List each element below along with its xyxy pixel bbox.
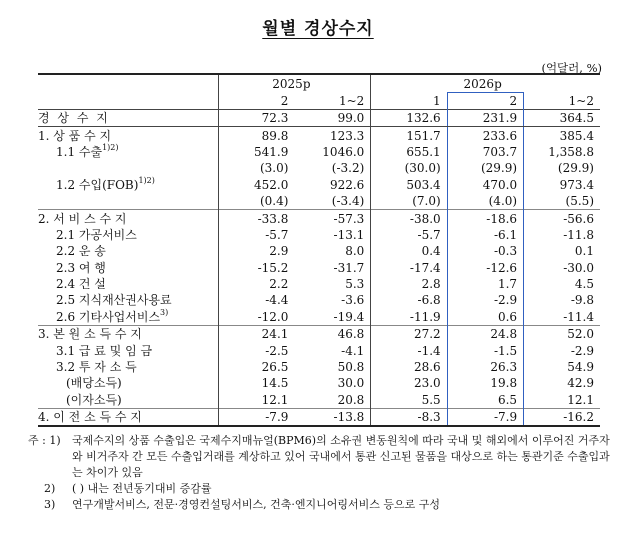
cell-value: -7.9 (447, 409, 523, 427)
row-label: 2.6 기타사업서비스$^{3)}$ (56, 307, 169, 324)
cell-value: -4.1 (341, 343, 365, 358)
table-row (38, 260, 600, 276)
table-row (38, 227, 600, 243)
row-label: 2.3 여 행 (56, 260, 106, 275)
cell-value: -3.6 (341, 293, 365, 308)
cell-value: -6.8 (371, 292, 447, 308)
row-label: 경 상 수 지 (38, 110, 218, 127)
cell-value: 541.9 (218, 144, 294, 160)
row-label: 2.1 가공서비스 (56, 227, 137, 242)
row-label: 3.1 급 료 및 임 금 (56, 343, 153, 358)
cell-value: 452.0 (218, 177, 294, 193)
unit-label: (억달러, %) (541, 61, 602, 75)
table-row (38, 210, 600, 227)
cell-value: -1.4 (371, 342, 447, 358)
table-row (38, 144, 600, 160)
footnote-item: 2) ( ) 내는 전년동기대비 증감률 (44, 481, 616, 497)
cell-value: 46.8 (294, 326, 370, 343)
cell-value: (-3.2) (331, 161, 365, 176)
cell-value: -13.8 (294, 409, 370, 427)
cell-value: 12.1 (218, 392, 294, 409)
row-label: (이자소득) (66, 392, 122, 407)
row-label: 4. 이 전 소 득 수 지 (38, 409, 218, 427)
cell-value: 655.1 (371, 144, 447, 160)
page-title: 월별 경상수지 (262, 19, 374, 39)
cell-value: -15.2 (218, 260, 294, 276)
cell-value: (30.0) (371, 160, 447, 176)
table-row (38, 326, 600, 343)
cell-value: -11.8 (563, 227, 594, 242)
cell-value: -12.0 (218, 309, 294, 326)
cell-value: 385.4 (524, 127, 600, 144)
table-row (38, 110, 600, 127)
cell-value: -6.1 (447, 227, 523, 243)
cell-value: -18.6 (447, 210, 523, 227)
header-col: 1~2 (568, 93, 594, 108)
cell-value: 19.8 (447, 375, 523, 391)
cell-value: 20.8 (337, 392, 365, 407)
table-row (38, 409, 600, 427)
footnote-text: 연구개발서비스, 전문·경영컨설팅서비스, 건축·엔지니어링서비스 등으로 구성 (72, 498, 441, 511)
table-row (38, 160, 600, 176)
table-row (38, 392, 600, 409)
cell-value: 0.1 (574, 244, 594, 259)
cell-value: -31.7 (333, 260, 365, 275)
cell-value: 89.8 (218, 127, 294, 144)
table-body (38, 110, 600, 427)
footnote-text: ( ) 내는 전년동기대비 증감률 (72, 482, 212, 495)
cell-value: -13.1 (333, 227, 365, 242)
cell-value: 24.1 (218, 326, 294, 343)
table-row (38, 276, 600, 292)
row-label: 1.1 수출$^{1)2)}$ (56, 142, 119, 159)
cell-value: 5.5 (371, 392, 447, 409)
cell-value: -8.3 (371, 409, 447, 427)
header-group-2025: 2025p (218, 74, 371, 93)
cell-value: 1046.0 (322, 144, 365, 159)
cell-value: -5.7 (371, 227, 447, 243)
footnote-text: 국제수지의 상품 수출입은 국제수지매뉴얼(BPM6)의 소유권 변동원칙에 따라 국내 및 해외에서 이루어진 거주자와 비거주자 간 모든 수출입거래를 계상하고 있어 국내에서 통관 신고된 물품을 대상으로 하는 통관기준 수출입과는 차이가 있음 (72, 434, 610, 479)
cell-value: -5.7 (218, 227, 294, 243)
cell-value: 0.6 (447, 309, 523, 326)
cell-value: -12.6 (447, 260, 523, 276)
cell-value: -4.4 (218, 292, 294, 308)
cell-value: 14.5 (218, 375, 294, 391)
cell-value: -38.0 (371, 210, 447, 227)
cell-value: 132.6 (371, 110, 447, 127)
cell-value: 922.6 (329, 177, 365, 192)
cell-value: 1,358.8 (548, 144, 594, 159)
cell-value: 470.0 (447, 177, 523, 193)
footnotes (28, 433, 616, 513)
row-label: 1.2 수입(FOB)$^{1)2)}$ (56, 175, 155, 192)
cell-value: 26.5 (218, 359, 294, 375)
cell-value: -7.9 (218, 409, 294, 427)
row-label: 3.2 투 자 소 득 (56, 360, 137, 375)
cell-value: (-3.4) (331, 194, 365, 209)
cell-value: -17.4 (371, 260, 447, 276)
cell-value: 4.5 (574, 277, 594, 292)
balance-table (38, 73, 600, 427)
cell-value: -2.9 (570, 343, 594, 358)
table-row (38, 127, 600, 144)
footnote-item: 주 : 1) 국제수지의 상품 수출입은 국제수지매뉴얼(BPM6)의 소유권 변동원칙에 따라 국내 및 해외에서 이루어진 거주자와 비거주자 간 모든 수출입거래를 계상하고 있어 국내에서 통관 신고된 물품을 대상으로 하는 통관기준 수출입과는 차이가 있음 (44, 433, 616, 481)
header-col: 1~2 (338, 93, 365, 108)
table-row (38, 342, 600, 358)
cell-value: -11.9 (371, 309, 447, 326)
cell-value: 5.3 (345, 277, 365, 292)
table-row (38, 193, 600, 210)
cell-value: 2.9 (218, 243, 294, 259)
cell-value: 52.0 (524, 326, 600, 343)
header-group-2026: 2026p (371, 74, 600, 93)
cell-value: (3.0) (218, 160, 294, 176)
cell-value: -19.4 (333, 309, 365, 324)
table-row (38, 177, 600, 193)
cell-value: -56.6 (524, 210, 600, 227)
cell-value: 2.8 (371, 276, 447, 292)
cell-value: -0.3 (447, 243, 523, 259)
cell-value: -2.5 (218, 342, 294, 358)
cell-value: 0.4 (371, 243, 447, 259)
cell-value: 27.2 (371, 326, 447, 343)
row-label: 2. 서 비 스 수 지 (38, 210, 218, 227)
cell-value: 8.0 (345, 244, 365, 259)
header-col: 1 (371, 93, 447, 110)
cell-value: 1.7 (447, 276, 523, 292)
cell-value: -16.2 (524, 409, 600, 427)
cell-value: 24.8 (447, 326, 523, 343)
table-row (38, 292, 600, 308)
row-label (38, 160, 218, 176)
row-label (38, 193, 218, 210)
cell-value: -33.8 (218, 210, 294, 227)
row-label: 3. 본 원 소 득 수 지 (38, 326, 218, 343)
row-label: 2.5 지식재산권사용료 (56, 293, 172, 308)
cell-value: 50.8 (337, 360, 365, 375)
cell-value: (7.0) (371, 193, 447, 210)
cell-value: (5.5) (565, 194, 594, 209)
cell-value: (4.0) (447, 193, 523, 210)
row-label: 2.2 운 송 (56, 244, 106, 259)
cell-value: 23.0 (371, 375, 447, 391)
row-label: 2.4 건 설 (56, 277, 106, 292)
cell-value: 973.4 (559, 177, 594, 192)
cell-value: 703.7 (447, 144, 523, 160)
cell-value: 26.3 (447, 359, 523, 375)
cell-value: 12.1 (567, 392, 594, 407)
table-row (38, 359, 600, 375)
cell-value: 42.9 (567, 376, 594, 391)
row-label: (배당소득) (66, 376, 122, 391)
cell-value: 30.0 (337, 376, 365, 391)
cell-value: 6.5 (447, 392, 523, 409)
cell-value: -30.0 (563, 260, 594, 275)
cell-value: 123.3 (294, 127, 370, 144)
cell-value: 503.4 (371, 177, 447, 193)
header-corner (38, 74, 218, 93)
cell-value: -57.3 (294, 210, 370, 227)
table-row (38, 309, 600, 326)
header-col-highlight: 2 (447, 93, 523, 110)
header-col: 2 (218, 93, 294, 110)
table-row (38, 375, 600, 391)
table-row (38, 243, 600, 259)
cell-value: (0.4) (218, 193, 294, 210)
row-label: 1. 상 품 수 지 (38, 127, 218, 144)
cell-value: 364.5 (524, 110, 600, 127)
cell-value: 72.3 (218, 110, 294, 127)
cell-value: -11.4 (563, 309, 594, 324)
cell-value: -2.9 (447, 292, 523, 308)
cell-value: 99.0 (294, 110, 370, 127)
cell-value: 233.6 (447, 127, 523, 144)
cell-value: 54.9 (567, 360, 594, 375)
cell-value: (29.9) (447, 160, 523, 176)
footnote-item: 3) 연구개발서비스, 전문·경영컨설팅서비스, 건축·엔지니어링서비스 등으로 구성 (44, 497, 616, 513)
cell-value: 231.9 (447, 110, 523, 127)
cell-value: 2.2 (218, 276, 294, 292)
cell-value: -1.5 (447, 342, 523, 358)
cell-value: 28.6 (371, 359, 447, 375)
cell-value: -9.8 (570, 293, 594, 308)
cell-value: 151.7 (371, 127, 447, 144)
cell-value: (29.9) (557, 161, 594, 176)
